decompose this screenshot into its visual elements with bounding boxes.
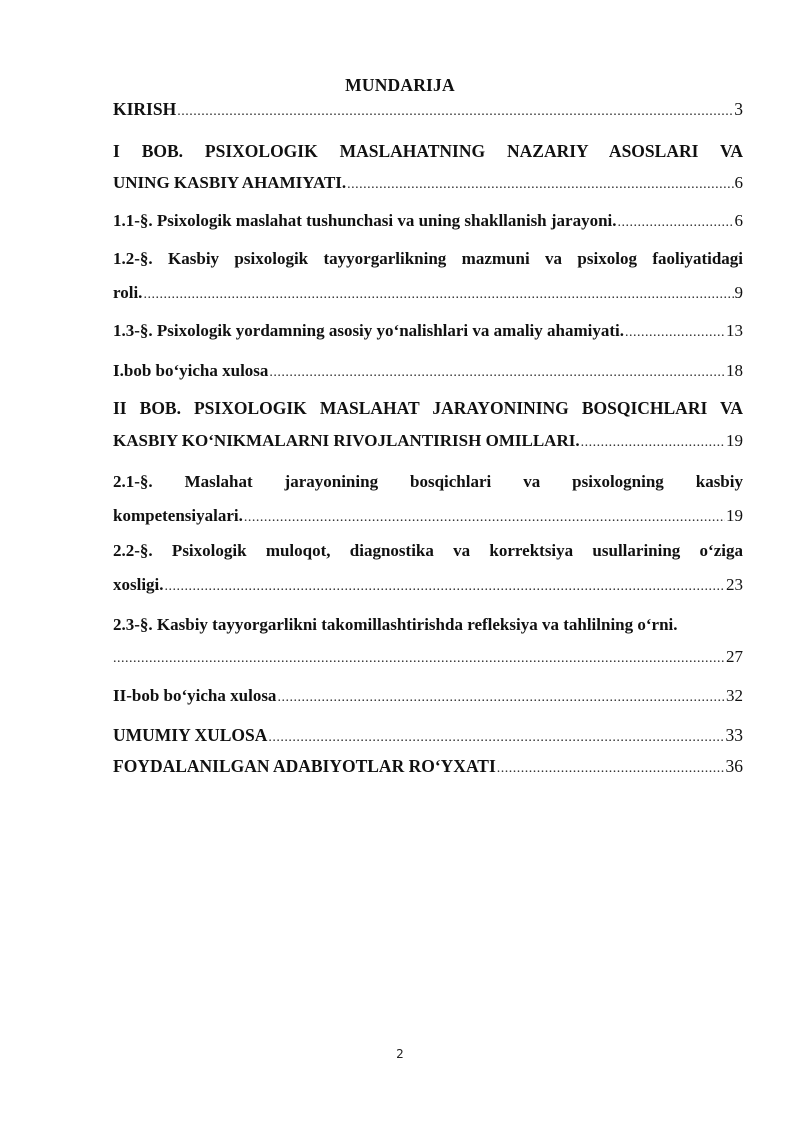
toc-entry-label-line1: 2.3-§. Kasbiy tayyorgarlikni takomillashtirishda refleksiya va tahlilning o‘rni.: [113, 615, 678, 634]
toc-entry-label: KASBIY KO‘NIKMALARNI RIVOJLANTIRISH OMILLARI.: [113, 431, 580, 450]
toc-page-number: 18: [726, 361, 743, 380]
toc-page-number: 33: [725, 725, 743, 745]
toc-page-number: 9: [734, 283, 743, 302]
toc-entry-label: 1.1-§. Psixologik maslahat tushunchasi va uning shakllanish jarayoni.: [113, 211, 617, 230]
toc-entry-section-1-1[interactable]: [113, 211, 743, 233]
toc-entry-section-2-1[interactable]: [113, 506, 743, 528]
toc-entry-general-conclusion[interactable]: [113, 725, 743, 748]
toc-entry-section-2-3-line1[interactable]: [113, 615, 743, 635]
toc-entry-chapter-1[interactable]: [113, 173, 743, 195]
toc-entry-label-line1: II BOB. PSIXOLOGIK MASLAHAT JARAYONINING BOSQICHLARI VA: [113, 398, 743, 418]
toc-entry-label: UMUMIY XULOSA: [113, 725, 268, 745]
toc-page-number: 19: [726, 431, 743, 450]
toc-entry-label-line1: 1.2-§. Kasbiy psixologik tayyorgarlikning mazmuni va psixolog faoliyatidagi: [113, 249, 743, 268]
toc-leader-dots: [625, 323, 725, 343]
toc-entry-section-1-2[interactable]: [113, 283, 743, 305]
toc-leader-dots: [581, 433, 725, 453]
toc-entry-label: UNING KASBIY AHAMIYATI.: [113, 173, 347, 192]
toc-entry-label-line1: 2.2-§. Psixologik muloqot, diagnostika va korrektsiya usullarining o‘ziga: [113, 541, 743, 560]
toc-entry-kirish[interactable]: [113, 99, 743, 122]
toc-page-number: 6: [734, 173, 743, 192]
toc-entry-label: KIRISH: [113, 99, 177, 119]
toc-leader-dots: [269, 363, 725, 383]
toc-leader-dots: [165, 577, 725, 597]
toc-entry-chapter-2-line1[interactable]: [113, 398, 743, 418]
toc-page-number: 19: [726, 506, 743, 525]
toc-leader-dots: [618, 213, 734, 233]
toc-entry-section-2-1-line1[interactable]: [113, 472, 743, 492]
toc-entry-chapter-2[interactable]: [113, 431, 743, 453]
toc-page-number: 3: [734, 99, 743, 119]
toc-entry-chapter-2-summary[interactable]: [113, 686, 743, 708]
toc-leader-dots: [143, 285, 733, 305]
toc-entry-label: FOYDALANILGAN ADABIYOTLAR RO‘YXATI: [113, 756, 496, 776]
toc-entry-section-2-2[interactable]: [113, 575, 743, 597]
toc-entry-label: II-bob bo‘yicha xulosa: [113, 686, 277, 705]
toc-page-number: 27: [726, 647, 743, 666]
toc-leader-dots: [113, 649, 725, 669]
toc-page-number: 23: [726, 575, 743, 594]
toc-page-number: 36: [725, 756, 743, 776]
toc-entry-label: roli.: [113, 283, 143, 302]
toc-entry-label: I.bob bo‘yicha xulosa: [113, 361, 269, 380]
toc-entry-section-1-2-line1[interactable]: [113, 249, 743, 269]
toc-page-number: 32: [726, 686, 743, 705]
toc-leader-dots: [497, 759, 725, 779]
toc-entry-label: 1.3-§. Psixologik yordamning asosiy yo‘nalishlari va amaliy ahamiyati.: [113, 321, 624, 340]
page-number-footer: 2: [396, 1047, 404, 1061]
toc-entry-label: xosligi.: [113, 575, 164, 594]
toc-leader-dots: [244, 508, 725, 528]
toc-entry-label-line1: I BOB. PSIXOLOGIK MASLAHATNING NAZARIY ASOSLARI VA: [113, 141, 743, 161]
page-title: MUNDARIJA: [345, 75, 455, 95]
toc-entry-chapter-1-line1[interactable]: [113, 141, 743, 161]
toc-leader-dots: [268, 728, 724, 748]
toc-page-number: 6: [734, 211, 743, 230]
toc-entry-label: kompetensiyalari.: [113, 506, 243, 525]
toc-page-number: 13: [726, 321, 743, 340]
toc-leader-dots: [177, 102, 733, 122]
toc-entry-chapter-1-summary[interactable]: [113, 361, 743, 383]
toc-leader-dots: [347, 175, 733, 195]
toc-entry-references[interactable]: [113, 756, 743, 779]
toc-entry-section-2-2-line1[interactable]: [113, 541, 743, 561]
toc-leader-dots: [277, 688, 725, 708]
toc-entry-section-1-3[interactable]: [113, 321, 743, 343]
toc-entry-section-2-3[interactable]: [113, 647, 743, 669]
toc-entry-label-line1: 2.1-§. Maslahat jarayonining bosqichlari va psixologning kasbiy: [113, 472, 743, 491]
